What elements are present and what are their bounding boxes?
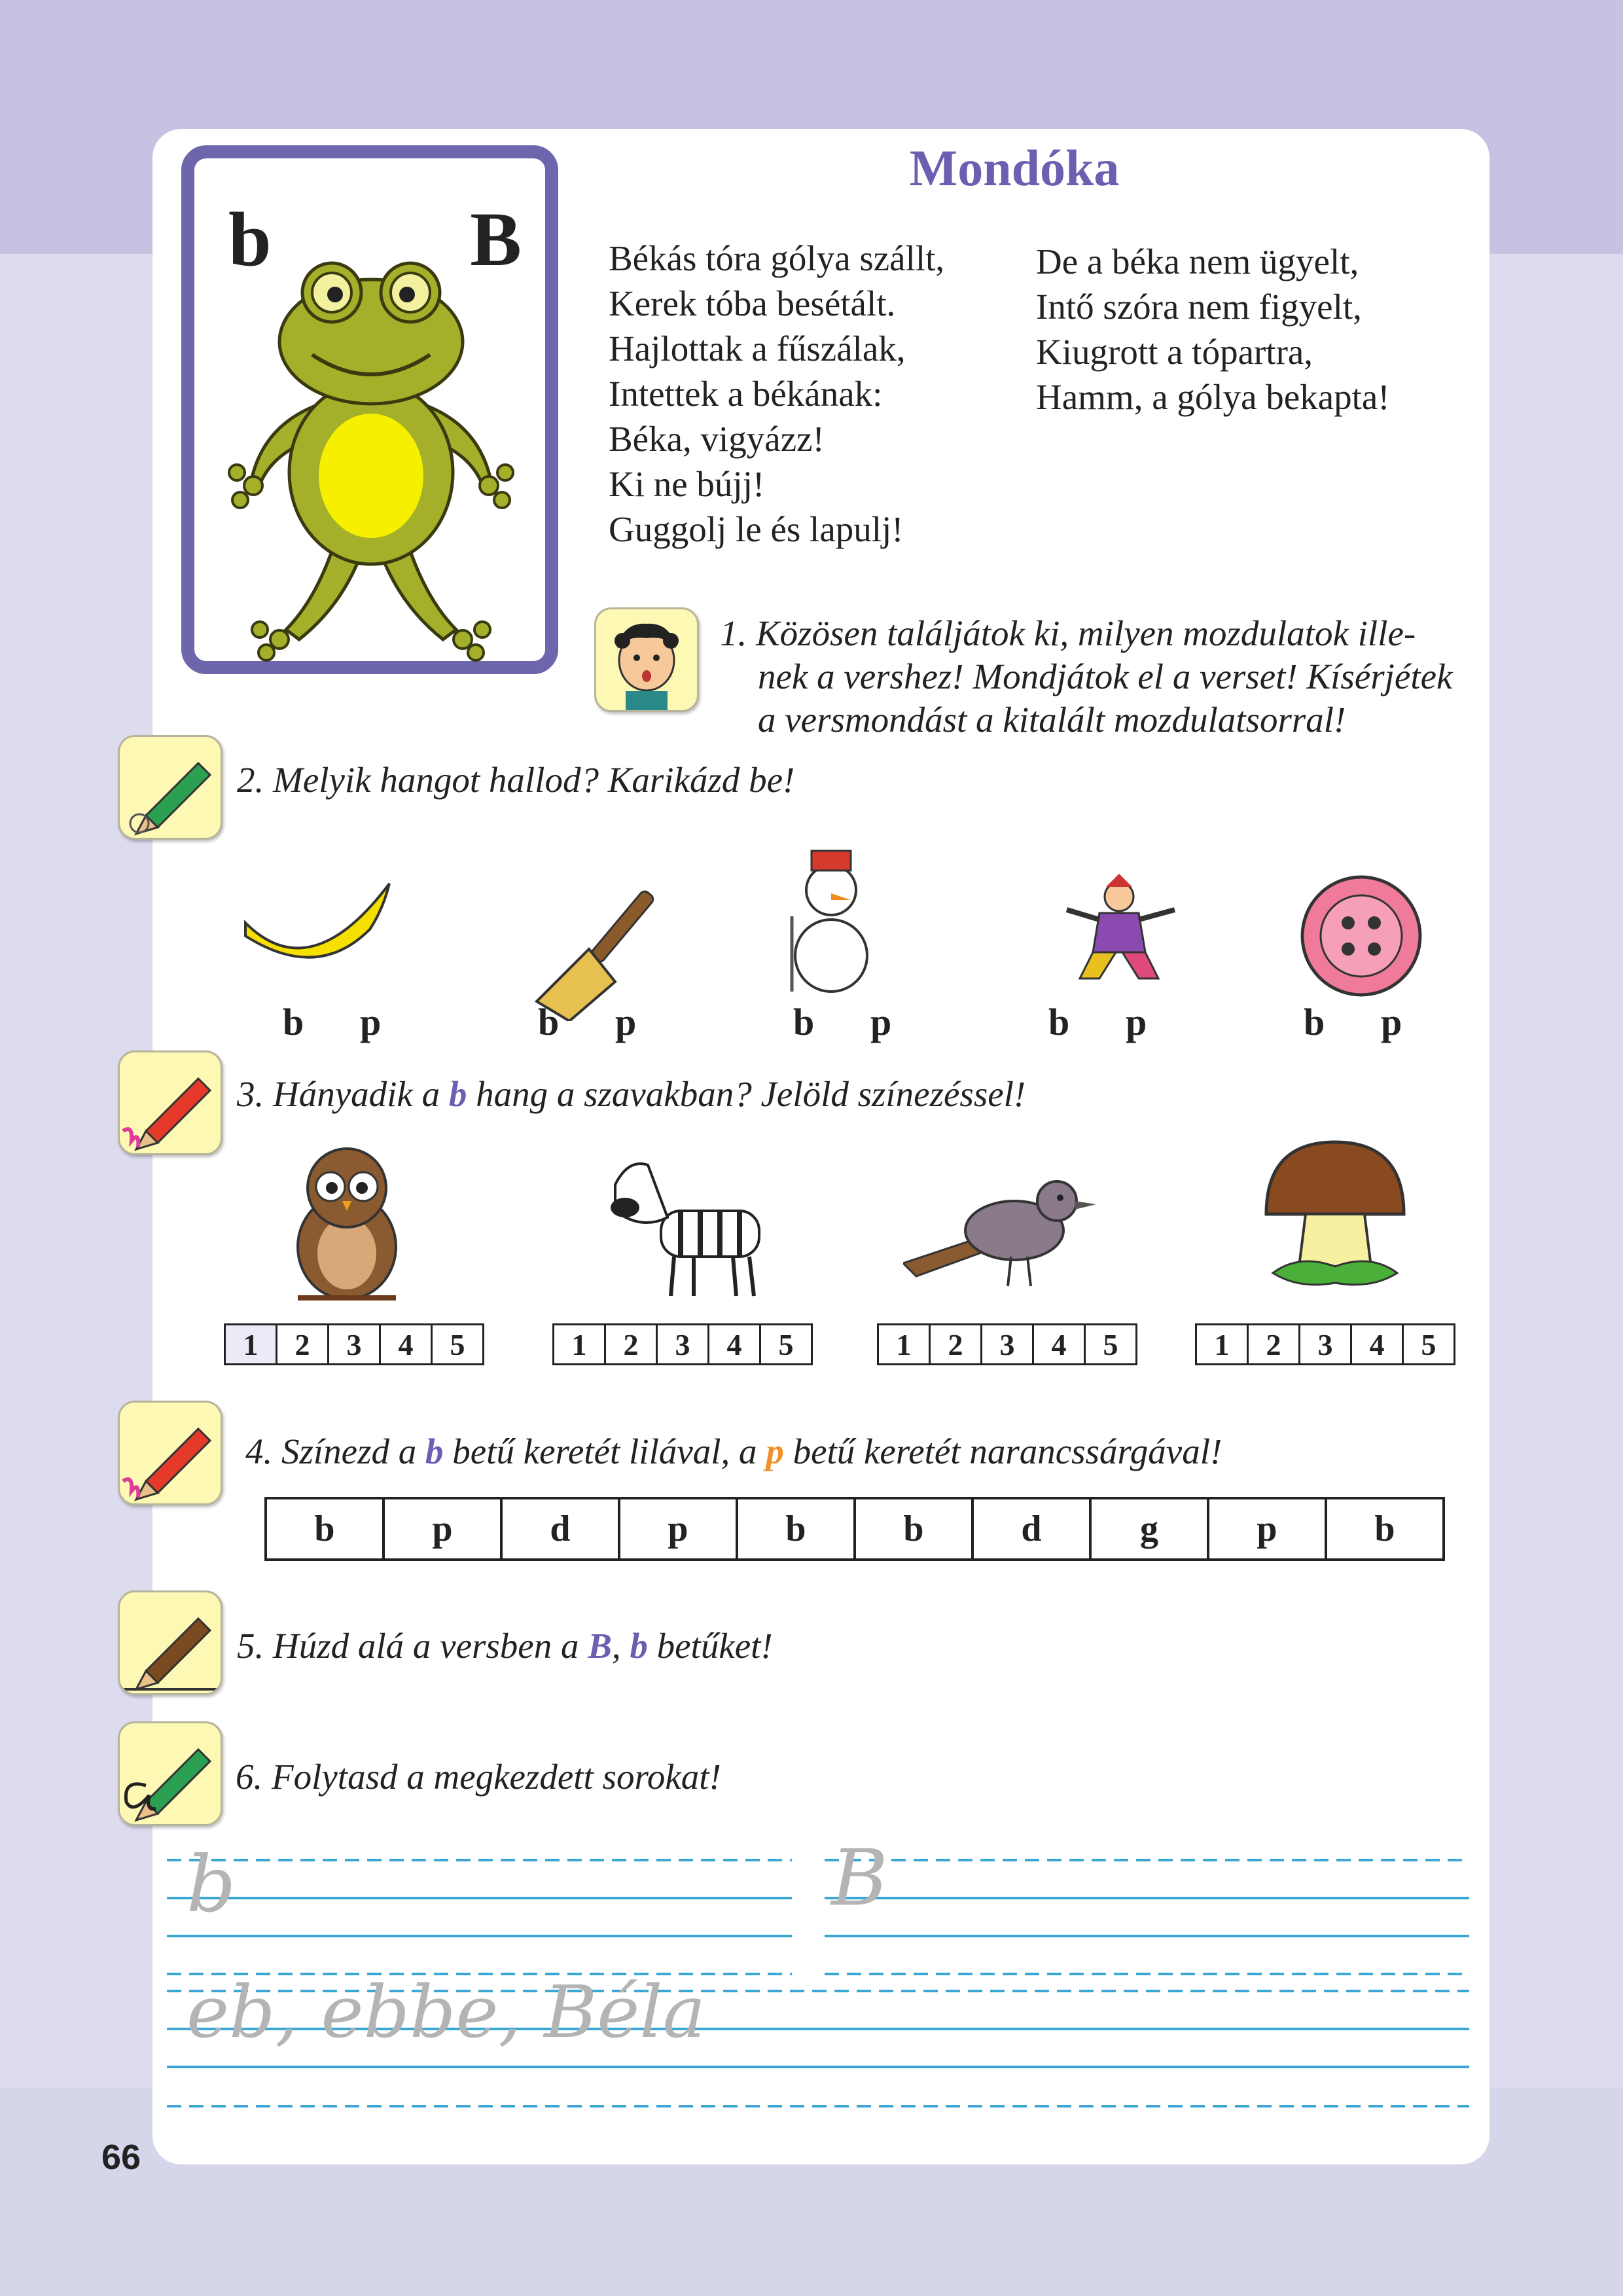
task-4-letter-b: b bbox=[425, 1431, 444, 1471]
cursive-sample-uppercase-b: B bbox=[831, 1833, 888, 1923]
poem-line: Hamm, a gólya bekapta! bbox=[1036, 377, 1390, 417]
task-5-instruction bbox=[237, 1625, 773, 1666]
choice-letter-p[interactable]: p bbox=[1126, 1001, 1147, 1043]
green-pencil-writing-icon bbox=[118, 1721, 223, 1826]
zebra-icon bbox=[602, 1145, 772, 1302]
task-5-letter-lowercase: b bbox=[630, 1626, 648, 1666]
poem-right-column bbox=[1036, 239, 1390, 420]
position-box[interactable]: 1 bbox=[1197, 1325, 1249, 1363]
position-box[interactable]: 3 bbox=[329, 1325, 381, 1363]
position-box[interactable]: 5 bbox=[450, 1327, 465, 1361]
poem-line: Guggolj le és lapulj! bbox=[609, 509, 904, 549]
letter-cell[interactable]: d bbox=[974, 1499, 1092, 1558]
task-4-text-start: 4. Színezd a bbox=[245, 1431, 425, 1471]
frog-icon bbox=[214, 257, 528, 662]
choice-letter-b[interactable]: b bbox=[1304, 1001, 1325, 1043]
position-box[interactable]: 4 bbox=[709, 1325, 761, 1363]
position-boxes bbox=[1195, 1323, 1455, 1365]
position-box[interactable]: 5 bbox=[778, 1327, 794, 1361]
position-boxes bbox=[224, 1323, 484, 1365]
choice-letter-p[interactable]: p bbox=[360, 1001, 382, 1043]
task-3-text-end: hang a szavakban? Jelöld színezéssel! bbox=[467, 1074, 1026, 1114]
position-box[interactable]: 1 bbox=[554, 1325, 606, 1363]
poem-line: Kiugrott a tópartra, bbox=[1036, 332, 1313, 372]
poem-title: Mondóka bbox=[909, 139, 1120, 196]
poem-line: De a béka nem ügyelt, bbox=[1036, 242, 1359, 281]
snowman-icon bbox=[776, 838, 887, 995]
letter-cell[interactable]: p bbox=[1209, 1499, 1327, 1558]
task-4-text-middle: betű keretét lilával, a bbox=[443, 1431, 766, 1471]
poem-line: Kerek tóba besétált. bbox=[609, 283, 896, 323]
page-number: 66 bbox=[101, 2138, 141, 2177]
cursive-sample-lowercase-b: b bbox=[187, 1839, 236, 1929]
task-2-instruction: 2. Melyik hangot hallod? Karikázd be! bbox=[237, 760, 795, 800]
letter-cell[interactable]: d bbox=[503, 1499, 620, 1558]
task-5-text-start: 5. Húzd alá a versben a bbox=[237, 1626, 588, 1666]
brown-pencil-icon bbox=[118, 1590, 223, 1695]
card-uppercase-letter: B bbox=[470, 196, 522, 282]
poem-line: Intettek a békának: bbox=[609, 374, 883, 414]
choice-letter-b[interactable]: b bbox=[538, 1001, 560, 1043]
position-box[interactable]: 5 bbox=[1103, 1327, 1118, 1361]
task-1-line: a versmondást a kitalált mozdulatsorral! bbox=[758, 700, 1346, 740]
poem-line: Intő szóra nem figyelt, bbox=[1036, 287, 1362, 327]
task-3-instruction bbox=[237, 1073, 1026, 1115]
task-4-instruction bbox=[245, 1431, 1222, 1472]
letter-cell[interactable]: g bbox=[1092, 1499, 1209, 1558]
position-boxes bbox=[552, 1323, 813, 1365]
card-lowercase-letter: b bbox=[228, 196, 272, 282]
clown-icon bbox=[1054, 874, 1191, 985]
choice-letter-b[interactable]: b bbox=[283, 1001, 304, 1043]
choice-letter-b[interactable]: b bbox=[793, 1001, 815, 1043]
poem-left-column bbox=[609, 236, 944, 552]
position-box[interactable]: 2 bbox=[606, 1325, 658, 1363]
position-box[interactable]: 2 bbox=[277, 1325, 329, 1363]
task-5-separator: , bbox=[611, 1626, 630, 1666]
position-box[interactable]: 3 bbox=[982, 1325, 1034, 1363]
green-pencil-icon bbox=[118, 735, 223, 840]
mushroom-icon bbox=[1260, 1136, 1410, 1299]
task-1-line: nek a vershez! Mondjátok el a verset! Kísérjétek bbox=[758, 656, 1453, 696]
position-boxes bbox=[877, 1323, 1137, 1365]
position-box[interactable]: 1 bbox=[226, 1325, 277, 1363]
task-3-text-start: 3. Hányadik a bbox=[237, 1074, 449, 1114]
poem-line: Békás tóra gólya szállt, bbox=[609, 238, 945, 278]
choice-letter-p[interactable]: p bbox=[870, 1001, 892, 1043]
task-4-letter-p: p bbox=[766, 1431, 784, 1471]
letter-cell[interactable]: p bbox=[385, 1499, 503, 1558]
bird-icon bbox=[903, 1165, 1099, 1296]
task-5-letter-uppercase: B bbox=[588, 1626, 612, 1666]
position-box[interactable]: 5 bbox=[1421, 1327, 1436, 1361]
position-box[interactable]: 3 bbox=[1300, 1325, 1352, 1363]
task-1-line: 1. Közösen találjátok ki, milyen mozdulatok ille- bbox=[720, 613, 1416, 653]
choice-letter-p[interactable]: p bbox=[615, 1001, 637, 1043]
red-pencil-icon bbox=[118, 1401, 223, 1505]
task-6-instruction: 6. Folytasd a megkezdett sorokat! bbox=[236, 1757, 721, 1797]
choice-letter-b[interactable]: b bbox=[1048, 1001, 1070, 1043]
position-box[interactable]: 4 bbox=[1034, 1325, 1086, 1363]
position-box[interactable]: 2 bbox=[931, 1325, 982, 1363]
task-4-text-end: betű keretét narancssárgával! bbox=[783, 1431, 1222, 1471]
letter-grid bbox=[264, 1497, 1445, 1561]
red-pencil-icon bbox=[118, 1050, 223, 1155]
poem-line: Hajlottak a fűszálak, bbox=[609, 329, 906, 368]
letter-card bbox=[181, 145, 558, 674]
letter-cell[interactable]: b bbox=[738, 1499, 856, 1558]
letter-cell[interactable]: p bbox=[620, 1499, 738, 1558]
task-3-highlight-letter: b bbox=[448, 1074, 467, 1114]
banana-icon bbox=[239, 870, 396, 982]
button-icon bbox=[1296, 870, 1427, 1001]
position-box[interactable]: 4 bbox=[1352, 1325, 1404, 1363]
speaking-child-icon bbox=[594, 607, 699, 712]
position-box[interactable]: 3 bbox=[658, 1325, 709, 1363]
cursive-sample-words: eb, ebbe, Béla bbox=[187, 1970, 706, 2054]
task-5-text-end: betűket! bbox=[647, 1626, 773, 1666]
broom-icon bbox=[524, 870, 668, 1021]
task-1-instructions bbox=[720, 612, 1472, 742]
choice-letter-p[interactable]: p bbox=[1381, 1001, 1402, 1043]
position-box[interactable]: 2 bbox=[1249, 1325, 1300, 1363]
letter-cell[interactable]: b bbox=[1374, 1509, 1395, 1549]
position-box[interactable]: 1 bbox=[879, 1325, 931, 1363]
position-box[interactable]: 4 bbox=[381, 1325, 433, 1363]
poem-line: Béka, vigyázz! bbox=[609, 419, 825, 459]
owl-icon bbox=[285, 1136, 409, 1306]
poem-line: Ki ne bújj! bbox=[609, 464, 765, 504]
letter-cell[interactable]: b bbox=[856, 1499, 974, 1558]
letter-cell[interactable]: b bbox=[267, 1499, 385, 1558]
